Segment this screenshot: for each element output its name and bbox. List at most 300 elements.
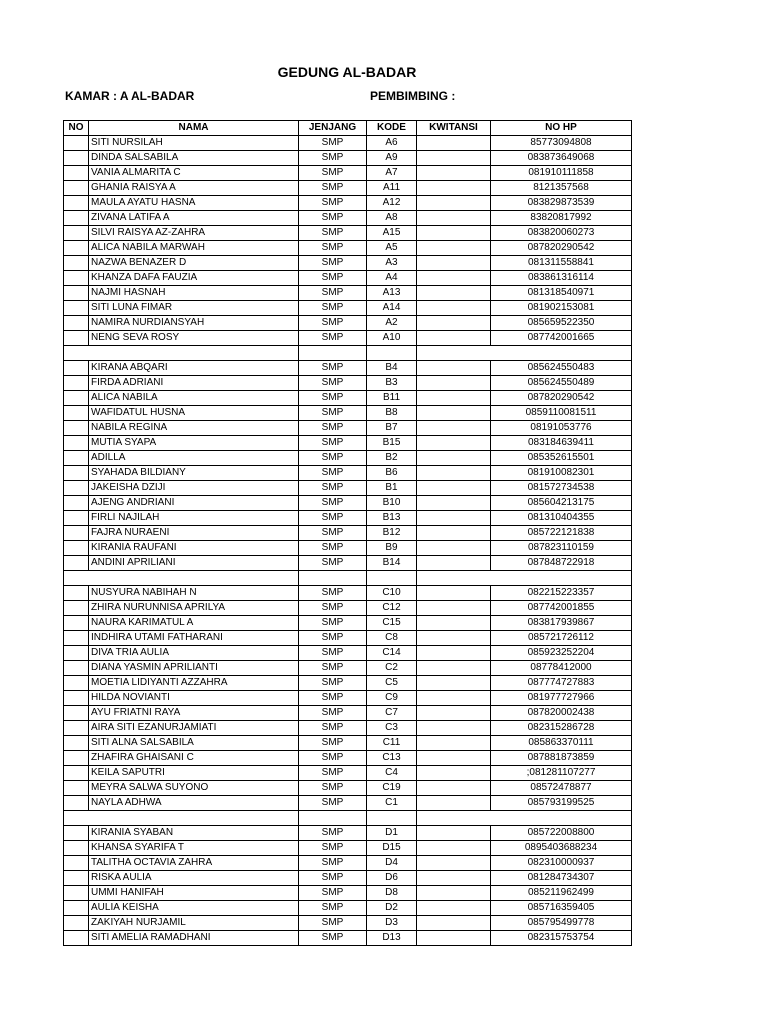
cell-no — [64, 511, 89, 526]
cell-no-hp: 082215223357 — [491, 586, 632, 601]
cell-no-hp: 085659522350 — [491, 316, 632, 331]
group-separator-row — [64, 571, 632, 586]
cell-jenjang: SMP — [299, 931, 367, 946]
cell-jenjang: SMP — [299, 766, 367, 781]
cell-kwitansi — [417, 481, 491, 496]
cell-jenjang: SMP — [299, 856, 367, 871]
cell-kode: A13 — [367, 286, 417, 301]
cell-nama: AJENG ANDRIANI — [89, 496, 299, 511]
cell-no — [64, 166, 89, 181]
document-title: GEDUNG AL-BADAR — [277, 64, 417, 80]
cell-nama: DINDA SALSABILA — [89, 151, 299, 166]
cell-no-hp: 087820002438 — [491, 706, 632, 721]
cell-kode: C5 — [367, 676, 417, 691]
cell-kwitansi — [417, 766, 491, 781]
student-table — [63, 120, 632, 946]
separator-cell — [299, 346, 367, 361]
cell-no-hp: 087823110159 — [491, 541, 632, 556]
cell-no — [64, 481, 89, 496]
cell-jenjang: SMP — [299, 481, 367, 496]
kamar-label: KAMAR : A AL-BADAR — [65, 89, 195, 103]
cell-kode: B15 — [367, 436, 417, 451]
cell-jenjang: SMP — [299, 256, 367, 271]
table-row — [64, 286, 632, 301]
cell-no — [64, 631, 89, 646]
cell-kwitansi — [417, 436, 491, 451]
cell-nama: SITI NURSILAH — [89, 136, 299, 151]
cell-no — [64, 451, 89, 466]
cell-kode: B6 — [367, 466, 417, 481]
cell-kwitansi — [417, 241, 491, 256]
cell-kode: C19 — [367, 781, 417, 796]
cell-no — [64, 361, 89, 376]
cell-jenjang: SMP — [299, 421, 367, 436]
cell-no — [64, 376, 89, 391]
cell-kwitansi — [417, 541, 491, 556]
cell-kode: A7 — [367, 166, 417, 181]
cell-no — [64, 676, 89, 691]
cell-nama: NAJMI HASNAH — [89, 286, 299, 301]
table-body — [64, 136, 632, 946]
cell-jenjang: SMP — [299, 721, 367, 736]
cell-no — [64, 886, 89, 901]
cell-jenjang: SMP — [299, 466, 367, 481]
table-row — [64, 406, 632, 421]
cell-jenjang: SMP — [299, 241, 367, 256]
cell-kwitansi — [417, 271, 491, 286]
cell-kode: C12 — [367, 601, 417, 616]
table-row — [64, 931, 632, 946]
table-row — [64, 196, 632, 211]
cell-no-hp: 08778412000 — [491, 661, 632, 676]
table-row — [64, 301, 632, 316]
table-row — [64, 496, 632, 511]
cell-no — [64, 781, 89, 796]
cell-no-hp: 083820060273 — [491, 226, 632, 241]
cell-no — [64, 271, 89, 286]
cell-kwitansi — [417, 616, 491, 631]
table-row — [64, 856, 632, 871]
cell-no-hp: 081572734538 — [491, 481, 632, 496]
cell-kode: B1 — [367, 481, 417, 496]
cell-no — [64, 796, 89, 811]
cell-kwitansi — [417, 421, 491, 436]
separator-cell — [299, 571, 367, 586]
cell-nama: NAZWA BENAZER D — [89, 256, 299, 271]
cell-no-hp: 081910082301 — [491, 466, 632, 481]
cell-no-hp: 083184639411 — [491, 436, 632, 451]
cell-jenjang: SMP — [299, 511, 367, 526]
cell-no-hp: 08572478877 — [491, 781, 632, 796]
table-row — [64, 391, 632, 406]
cell-kode: C14 — [367, 646, 417, 661]
cell-kwitansi — [417, 226, 491, 241]
cell-kode: A9 — [367, 151, 417, 166]
separator-cell — [367, 346, 417, 361]
cell-no — [64, 526, 89, 541]
cell-jenjang: SMP — [299, 226, 367, 241]
cell-no — [64, 196, 89, 211]
cell-no-hp: 085863370111 — [491, 736, 632, 751]
cell-kwitansi — [417, 856, 491, 871]
cell-nama: VANIA ALMARITA C — [89, 166, 299, 181]
cell-nama: NAYLA ADHWA — [89, 796, 299, 811]
cell-no-hp: ;081281107277 — [491, 766, 632, 781]
cell-no-hp: 081902153081 — [491, 301, 632, 316]
cell-no — [64, 751, 89, 766]
header-kwitansi: KWITANSI — [417, 121, 491, 136]
cell-jenjang: SMP — [299, 601, 367, 616]
cell-no — [64, 586, 89, 601]
cell-no — [64, 721, 89, 736]
cell-no — [64, 241, 89, 256]
cell-jenjang: SMP — [299, 886, 367, 901]
table-row — [64, 151, 632, 166]
cell-kwitansi — [417, 826, 491, 841]
separator-cell — [299, 811, 367, 826]
cell-jenjang: SMP — [299, 136, 367, 151]
cell-kwitansi — [417, 256, 491, 271]
cell-no — [64, 226, 89, 241]
cell-kode: A2 — [367, 316, 417, 331]
cell-no-hp: 085352615501 — [491, 451, 632, 466]
cell-nama: MAULA AYATU HASNA — [89, 196, 299, 211]
header-jenjang: JENJANG — [299, 121, 367, 136]
table-row — [64, 781, 632, 796]
table-row — [64, 766, 632, 781]
cell-kode: A10 — [367, 331, 417, 346]
cell-no — [64, 301, 89, 316]
table-row — [64, 466, 632, 481]
cell-kode: D1 — [367, 826, 417, 841]
cell-nama: FIRLI NAJILAH — [89, 511, 299, 526]
cell-nama: HILDA NOVIANTI — [89, 691, 299, 706]
separator-cell — [64, 811, 89, 826]
cell-no-hp: 082315286728 — [491, 721, 632, 736]
cell-no — [64, 406, 89, 421]
cell-jenjang: SMP — [299, 736, 367, 751]
cell-kwitansi — [417, 796, 491, 811]
cell-no — [64, 151, 89, 166]
cell-no — [64, 421, 89, 436]
table-row — [64, 601, 632, 616]
cell-jenjang: SMP — [299, 316, 367, 331]
cell-jenjang: SMP — [299, 661, 367, 676]
cell-kode: B12 — [367, 526, 417, 541]
cell-jenjang: SMP — [299, 841, 367, 856]
cell-no-hp: 087774727883 — [491, 676, 632, 691]
cell-kwitansi — [417, 916, 491, 931]
cell-nama: FIRDA ADRIANI — [89, 376, 299, 391]
table-row — [64, 841, 632, 856]
cell-nama: JAKEISHA DZIJI — [89, 481, 299, 496]
cell-kode: B13 — [367, 511, 417, 526]
cell-no — [64, 826, 89, 841]
cell-jenjang: SMP — [299, 196, 367, 211]
cell-no — [64, 391, 89, 406]
cell-no — [64, 916, 89, 931]
table-row — [64, 871, 632, 886]
cell-kode: B4 — [367, 361, 417, 376]
table-row — [64, 226, 632, 241]
cell-no-hp: 083829873539 — [491, 196, 632, 211]
table-row — [64, 481, 632, 496]
cell-jenjang: SMP — [299, 181, 367, 196]
cell-nama: ZHAFIRA GHAISANI C — [89, 751, 299, 766]
cell-kwitansi — [417, 361, 491, 376]
cell-jenjang: SMP — [299, 406, 367, 421]
cell-nama: NAURA KARIMATUL A — [89, 616, 299, 631]
pembimbing-label: PEMBIMBING : — [370, 89, 456, 103]
cell-kwitansi — [417, 166, 491, 181]
cell-no-hp: 085624550489 — [491, 376, 632, 391]
table-row — [64, 586, 632, 601]
table-row — [64, 631, 632, 646]
separator-cell — [64, 346, 89, 361]
cell-jenjang: SMP — [299, 361, 367, 376]
table-row — [64, 826, 632, 841]
cell-jenjang: SMP — [299, 751, 367, 766]
cell-nama: WAFIDATUL HUSNA — [89, 406, 299, 421]
cell-no-hp: 0895403688234 — [491, 841, 632, 856]
cell-no-hp: 8121357568 — [491, 181, 632, 196]
cell-no — [64, 766, 89, 781]
cell-kode: D6 — [367, 871, 417, 886]
cell-kode: C10 — [367, 586, 417, 601]
cell-no — [64, 496, 89, 511]
cell-kode: C11 — [367, 736, 417, 751]
cell-jenjang: SMP — [299, 451, 367, 466]
table-row — [64, 271, 632, 286]
cell-nama: ALICA NABILA MARWAH — [89, 241, 299, 256]
cell-kode: A4 — [367, 271, 417, 286]
cell-nama: ANDINI APRILIANI — [89, 556, 299, 571]
cell-no-hp: 085793199525 — [491, 796, 632, 811]
table-row — [64, 331, 632, 346]
header-kode: KODE — [367, 121, 417, 136]
cell-no-hp: 082310000937 — [491, 856, 632, 871]
cell-nama: UMMI HANIFAH — [89, 886, 299, 901]
cell-no — [64, 331, 89, 346]
cell-jenjang: SMP — [299, 616, 367, 631]
cell-nama: DIANA YASMIN APRILIANTI — [89, 661, 299, 676]
cell-jenjang: SMP — [299, 706, 367, 721]
cell-kode: C8 — [367, 631, 417, 646]
cell-no-hp: 081318540971 — [491, 286, 632, 301]
separator-cell — [367, 811, 417, 826]
table-row — [64, 646, 632, 661]
cell-jenjang: SMP — [299, 796, 367, 811]
cell-no — [64, 181, 89, 196]
cell-kode: B8 — [367, 406, 417, 421]
table-row — [64, 661, 632, 676]
cell-nama: SYAHADA BILDIANY — [89, 466, 299, 481]
cell-kode: D4 — [367, 856, 417, 871]
table-row — [64, 436, 632, 451]
cell-no — [64, 661, 89, 676]
cell-kode: D13 — [367, 931, 417, 946]
group-separator-row — [64, 811, 632, 826]
separator-cell — [89, 346, 299, 361]
cell-no-hp: 085721726112 — [491, 631, 632, 646]
table-row — [64, 421, 632, 436]
cell-no-hp: 082315753754 — [491, 931, 632, 946]
cell-jenjang: SMP — [299, 586, 367, 601]
cell-kode: A5 — [367, 241, 417, 256]
table-row — [64, 526, 632, 541]
cell-jenjang: SMP — [299, 301, 367, 316]
cell-no-hp: 081311558841 — [491, 256, 632, 271]
separator-cell — [417, 811, 491, 826]
table-row — [64, 616, 632, 631]
separator-cell — [491, 811, 632, 826]
cell-kode: A6 — [367, 136, 417, 151]
cell-kode: A15 — [367, 226, 417, 241]
cell-kwitansi — [417, 316, 491, 331]
cell-kwitansi — [417, 886, 491, 901]
cell-no-hp: 083817939867 — [491, 616, 632, 631]
cell-nama: NENG SEVA ROSY — [89, 331, 299, 346]
cell-nama: DIVA TRIA AULIA — [89, 646, 299, 661]
cell-no-hp: 081284734307 — [491, 871, 632, 886]
table-row — [64, 751, 632, 766]
cell-nama: NUSYURA NABIHAH N — [89, 586, 299, 601]
cell-jenjang: SMP — [299, 211, 367, 226]
cell-kode: B2 — [367, 451, 417, 466]
cell-jenjang: SMP — [299, 691, 367, 706]
cell-kwitansi — [417, 526, 491, 541]
cell-kode: C7 — [367, 706, 417, 721]
cell-kwitansi — [417, 136, 491, 151]
cell-no — [64, 646, 89, 661]
cell-kwitansi — [417, 601, 491, 616]
cell-kode: B7 — [367, 421, 417, 436]
cell-kwitansi — [417, 691, 491, 706]
separator-cell — [417, 571, 491, 586]
cell-no-hp: 087742001855 — [491, 601, 632, 616]
cell-no — [64, 601, 89, 616]
cell-nama: NABILA REGINA — [89, 421, 299, 436]
cell-no — [64, 136, 89, 151]
table-row — [64, 211, 632, 226]
cell-nama: AYU FRIATNI RAYA — [89, 706, 299, 721]
cell-nama: AIRA SITI EZANURJAMIATI — [89, 721, 299, 736]
table-row — [64, 916, 632, 931]
cell-no — [64, 691, 89, 706]
header-no: NO — [64, 121, 89, 136]
table-row — [64, 676, 632, 691]
cell-kwitansi — [417, 196, 491, 211]
cell-no — [64, 436, 89, 451]
table-row — [64, 796, 632, 811]
cell-nama: FAJRA NURAENI — [89, 526, 299, 541]
cell-kwitansi — [417, 406, 491, 421]
cell-kode: D2 — [367, 901, 417, 916]
cell-jenjang: SMP — [299, 391, 367, 406]
cell-kode: A3 — [367, 256, 417, 271]
cell-no — [64, 256, 89, 271]
cell-no-hp: 083861316114 — [491, 271, 632, 286]
cell-nama: KIRANIA SYABAN — [89, 826, 299, 841]
cell-jenjang: SMP — [299, 871, 367, 886]
cell-no — [64, 316, 89, 331]
cell-jenjang: SMP — [299, 166, 367, 181]
cell-no-hp: 081910111858 — [491, 166, 632, 181]
separator-cell — [367, 571, 417, 586]
separator-cell — [64, 571, 89, 586]
cell-kode: B10 — [367, 496, 417, 511]
separator-cell — [89, 811, 299, 826]
cell-kwitansi — [417, 556, 491, 571]
cell-kode: D15 — [367, 841, 417, 856]
cell-kwitansi — [417, 511, 491, 526]
cell-jenjang: SMP — [299, 541, 367, 556]
separator-cell — [417, 346, 491, 361]
table-row — [64, 316, 632, 331]
cell-kwitansi — [417, 931, 491, 946]
cell-kwitansi — [417, 676, 491, 691]
table-row — [64, 736, 632, 751]
cell-kwitansi — [417, 211, 491, 226]
cell-no-hp: 081977727966 — [491, 691, 632, 706]
cell-kwitansi — [417, 151, 491, 166]
cell-no — [64, 931, 89, 946]
table-row — [64, 361, 632, 376]
cell-no-hp: 085211962499 — [491, 886, 632, 901]
cell-kwitansi — [417, 901, 491, 916]
cell-kode: B11 — [367, 391, 417, 406]
cell-no — [64, 736, 89, 751]
cell-nama: KEILA SAPUTRI — [89, 766, 299, 781]
cell-kwitansi — [417, 706, 491, 721]
cell-no — [64, 556, 89, 571]
table-row — [64, 181, 632, 196]
cell-no-hp: 0859110081511 — [491, 406, 632, 421]
cell-no-hp: 08191053776 — [491, 421, 632, 436]
cell-kode: C2 — [367, 661, 417, 676]
header-no-hp: NO HP — [491, 121, 632, 136]
cell-kode: A14 — [367, 301, 417, 316]
cell-kwitansi — [417, 661, 491, 676]
cell-no-hp: 085923252204 — [491, 646, 632, 661]
cell-no-hp: 83820817992 — [491, 211, 632, 226]
cell-kwitansi — [417, 871, 491, 886]
cell-kode: C4 — [367, 766, 417, 781]
cell-kwitansi — [417, 496, 491, 511]
cell-kode: C9 — [367, 691, 417, 706]
cell-kwitansi — [417, 181, 491, 196]
cell-kwitansi — [417, 736, 491, 751]
cell-kwitansi — [417, 721, 491, 736]
cell-kwitansi — [417, 331, 491, 346]
cell-no — [64, 706, 89, 721]
cell-no-hp: 087848722918 — [491, 556, 632, 571]
cell-jenjang: SMP — [299, 151, 367, 166]
cell-no-hp: 087820290542 — [491, 241, 632, 256]
table-row — [64, 166, 632, 181]
cell-kwitansi — [417, 391, 491, 406]
cell-kwitansi — [417, 781, 491, 796]
cell-no-hp: 081310404355 — [491, 511, 632, 526]
cell-kode: A12 — [367, 196, 417, 211]
separator-cell — [89, 571, 299, 586]
cell-nama: SILVI RAISYA AZ-ZAHRA — [89, 226, 299, 241]
cell-no-hp: 085604213175 — [491, 496, 632, 511]
cell-nama: TALITHA OCTAVIA ZAHRA — [89, 856, 299, 871]
cell-jenjang: SMP — [299, 676, 367, 691]
cell-no-hp: 087820290542 — [491, 391, 632, 406]
cell-nama: KIRANIA RAUFANI — [89, 541, 299, 556]
